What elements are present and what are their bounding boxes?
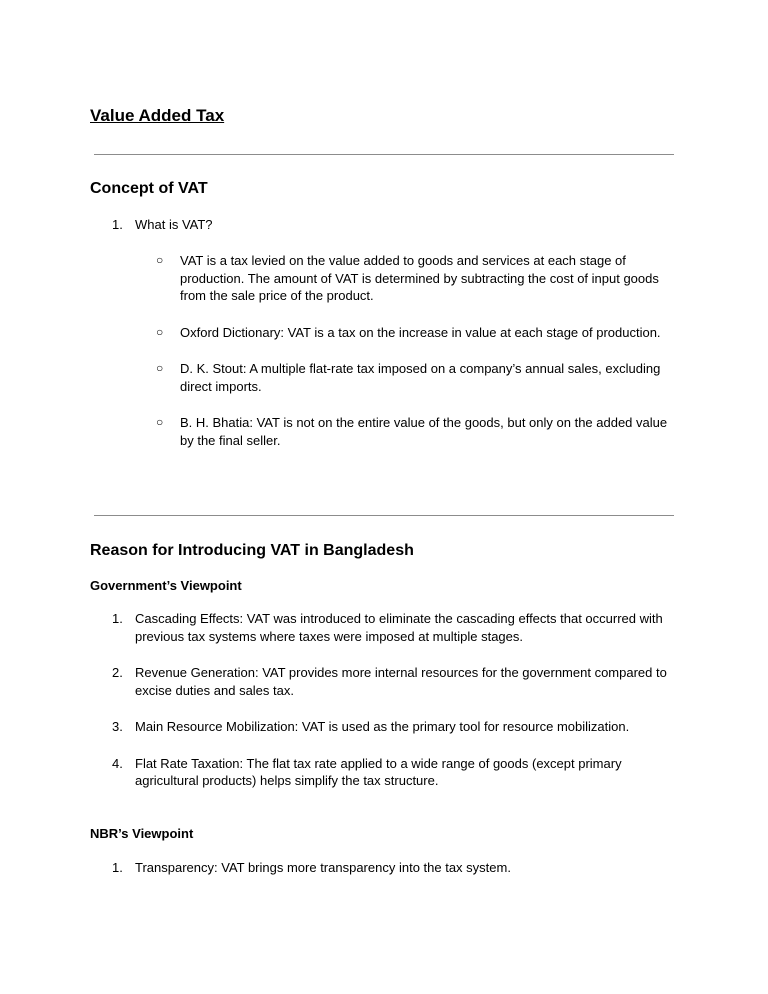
list-number: 4. — [112, 755, 123, 771]
list-number: 1. — [112, 860, 123, 875]
document-title: Value Added Tax — [90, 106, 225, 125]
horizontal-rule — [94, 154, 674, 155]
list-item-text: What is VAT? — [135, 217, 213, 232]
subheading-government-viewpoint: Government’s Viewpoint — [90, 578, 242, 593]
government-viewpoint-list — [112, 610, 682, 790]
list-number: 2. — [112, 665, 123, 680]
list-item — [112, 216, 682, 234]
nbr-viewpoint-list — [112, 859, 682, 877]
list-item — [156, 252, 676, 305]
hollow-circle-bullet-icon: ○ — [156, 361, 164, 375]
list-item — [156, 360, 676, 395]
vat-definition-list — [156, 252, 676, 449]
list-item-text: VAT is a tax levied on the value added to goods and services at each stage of production. The amount of VAT is determined by subtracting the cost of input goods from the sale price of the product. — [180, 253, 659, 303]
list-item-text: D. K. Stout: A multiple flat-rate tax imposed on a company’s annual sales, excluding direct imports. — [180, 361, 661, 394]
list-item — [112, 755, 682, 790]
list-item — [112, 664, 682, 699]
list-number: 1. — [112, 611, 123, 626]
section-heading-reason: Reason for Introducing VAT in Bangladesh — [90, 542, 414, 559]
hollow-circle-bullet-icon: ○ — [156, 253, 164, 267]
list-item — [112, 718, 682, 736]
list-item — [112, 859, 682, 877]
section-heading-concept: Concept of VAT — [90, 180, 208, 197]
list-item — [156, 324, 676, 342]
list-item — [156, 414, 676, 449]
list-item-text: Flat Rate Taxation: The flat tax rate applied to a wide range of goods (except primary agricultural products) helps simplify the tax structure. — [135, 755, 622, 788]
list-number: 3. — [112, 719, 123, 734]
list-item-text: Main Resource Mobilization: VAT is used as the primary tool for resource mobilization. — [135, 719, 630, 734]
list-item — [112, 610, 682, 645]
hollow-circle-bullet-icon: ○ — [156, 324, 164, 339]
list-item-text: Cascading Effects: VAT was introduced to eliminate the cascading effects that occurred with previous tax systems where taxes were imposed at multiple stages. — [135, 611, 663, 644]
concept-question-list — [112, 216, 682, 234]
list-item-text: Revenue Generation: VAT provides more internal resources for the government compared to excise duties and sales tax. — [135, 665, 667, 698]
hollow-circle-bullet-icon: ○ — [156, 415, 164, 429]
list-item-text: Oxford Dictionary: VAT is a tax on the increase in value at each stage of production. — [180, 324, 661, 340]
horizontal-rule — [94, 515, 674, 516]
list-item-text: B. H. Bhatia: VAT is not on the entire value of the goods, but only on the added value by the final seller. — [180, 415, 668, 448]
list-number: 1. — [112, 217, 123, 232]
list-item-text: Transparency: VAT brings more transparency into the tax system. — [135, 860, 511, 875]
subheading-nbr-viewpoint: NBR’s Viewpoint — [90, 826, 194, 841]
